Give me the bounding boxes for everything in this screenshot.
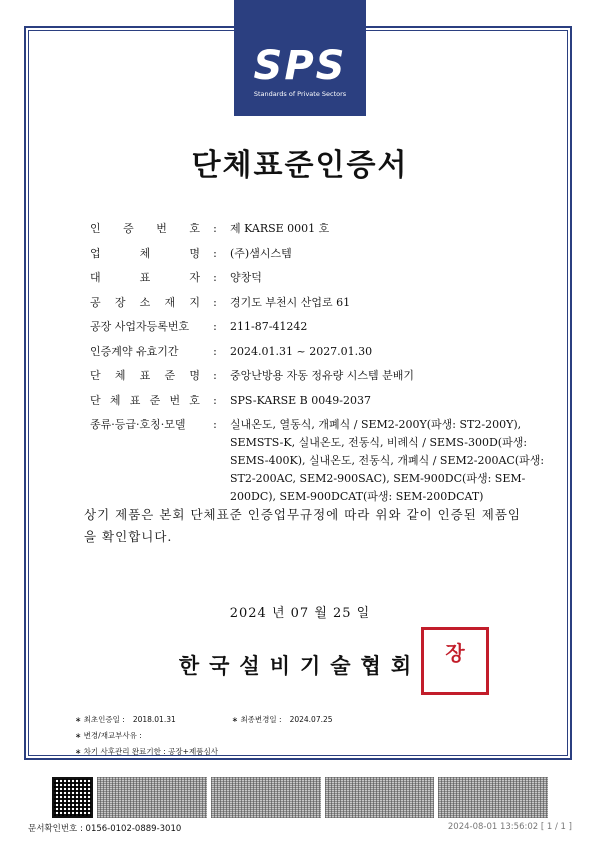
field-label-part: 표 [139, 369, 151, 382]
issuing-organization: 한국설비기술협회 [178, 653, 422, 678]
field-label-part: 재 [164, 295, 176, 309]
certification-statement: 상기 제품은 본회 단체표준 인증업무규정에 따라 위와 같이 인증된 제품임을 확인합니다. [84, 507, 522, 544]
field-row [90, 270, 560, 285]
field-label-part: 증 [123, 222, 134, 235]
field-label [90, 319, 200, 334]
next-audit-label: ∗ 차기 사후관리 완료기한 : 공장+제품심사 [75, 747, 218, 756]
seal-character: 장 [445, 641, 465, 665]
field-label [90, 246, 200, 261]
qr-code [52, 777, 93, 818]
field-colon: : [213, 222, 217, 235]
first-cert-label: ∗ 최초인증일 : [75, 715, 125, 724]
field-label-part: 번 [169, 393, 181, 407]
field-value: 제 KARSE 0001 호 [230, 222, 330, 235]
field-row [90, 368, 560, 383]
field-colon: : [213, 246, 217, 260]
field-label-part: 업 [90, 246, 101, 260]
field-value: 실내온도, 열동식, 개폐식 / SEM2-200Y(파생: ST2-200Y), SEMSTS-K, 실내온도, 전동식, 비례식 / SEMS-300D(파생: SEMS-400K), 실내온도, 전동식, 개폐식 / SEM2-200AC(파생: ST2-200AC, SEM2-900SAC), SEM-900DC(파생: SEM-200DC), SEM-900DCAT(파생: SEM-200DCAT) [230, 418, 545, 503]
field-colon: : [213, 418, 217, 431]
field-label-part: 표 [139, 271, 151, 284]
field-label-part: 준 [164, 369, 176, 382]
field-value: 2024.01.31 ~ 2027.01.30 [230, 344, 373, 358]
field-colon: : [213, 344, 217, 358]
field-label-part: 자 [189, 271, 200, 284]
field-label-part: 명 [189, 369, 200, 382]
2d-barcode-1 [97, 777, 207, 818]
official-seal [421, 627, 489, 695]
field-label-part: 인증계약 유효기간 [90, 344, 179, 358]
field-row [90, 295, 560, 310]
field-row [90, 319, 560, 334]
field-label-part: 호 [189, 393, 200, 407]
field-colon: : [213, 271, 217, 284]
field-colon: : [213, 320, 217, 333]
field-value: (주)샘시스템 [230, 246, 292, 260]
field-label [90, 393, 200, 408]
field-label [90, 270, 200, 285]
field-colon: : [213, 369, 217, 382]
field-label-part: 준 [149, 393, 161, 407]
print-timestamp: 2024-08-01 13:56:02 [ 1 / 1 ] [447, 822, 572, 832]
field-label-part: 단 [90, 369, 101, 382]
field-label-part: 번 [156, 222, 167, 235]
certificate-notes [75, 712, 333, 760]
field-label [90, 295, 200, 310]
last-change-label: ∗ 최종변경일 : [231, 715, 282, 724]
field-label [90, 221, 200, 236]
last-change-value: 2024.07.25 [289, 715, 333, 724]
field-label-part: 단 [90, 393, 101, 407]
field-label-part: 장 [114, 295, 126, 309]
change-reason-label: ∗ 변경/재교부사유 : [75, 731, 142, 740]
sps-logo [234, 0, 366, 116]
field-label-part: 체 [139, 246, 151, 260]
field-label-part: 지 [189, 295, 200, 309]
field-label [90, 368, 200, 383]
field-label [90, 417, 200, 506]
field-label-part: 공 [90, 295, 101, 309]
field-row [90, 246, 560, 261]
certificate-fields [90, 221, 560, 516]
field-row [90, 221, 560, 236]
field-label-part: 명 [189, 246, 200, 260]
logo-mark: SPS [253, 43, 347, 89]
field-value: 경기도 부천시 산업로 61 [230, 295, 351, 309]
field-label-part: 체 [114, 369, 126, 382]
field-label [90, 344, 200, 359]
field-value: 중앙난방용 자동 정유량 시스템 분배기 [230, 369, 415, 382]
field-colon: : [213, 295, 217, 309]
field-label-part: 표 [129, 393, 141, 407]
document-footer [28, 822, 572, 834]
field-colon: : [213, 393, 217, 407]
2d-barcode-4 [438, 777, 548, 818]
field-row [90, 344, 560, 359]
field-label-part: 호 [189, 222, 200, 235]
2d-barcode-3 [325, 777, 435, 818]
field-value: 양창덕 [230, 271, 262, 284]
field-label-part: 공장 사업자등록번호 [90, 320, 190, 333]
field-label-part: 대 [90, 271, 101, 284]
field-label-part: 소 [139, 295, 151, 309]
certificate-title: 단체표준인증서 [191, 148, 409, 183]
field-row [90, 393, 560, 408]
field-row [90, 417, 560, 506]
field-label-part: 체 [109, 393, 121, 407]
field-label-part: 종류·등급·호칭·모델 [90, 418, 186, 431]
field-value: SPS-KARSE B 0049-2037 [230, 393, 371, 407]
verification-codes [52, 777, 548, 818]
logo-tagline: Standards of Private Sectors [253, 90, 347, 98]
first-cert-value: 2018.01.31 [132, 715, 176, 724]
field-value: 211-87-41242 [230, 320, 308, 333]
document-confirmation-number: 문서확인번호 : 0156-0102-0889-3010 [28, 824, 182, 834]
issue-date: 2024 년 07 월 25 일 [229, 606, 371, 621]
2d-barcode-2 [211, 777, 321, 818]
field-label-part: 인 [90, 222, 101, 235]
